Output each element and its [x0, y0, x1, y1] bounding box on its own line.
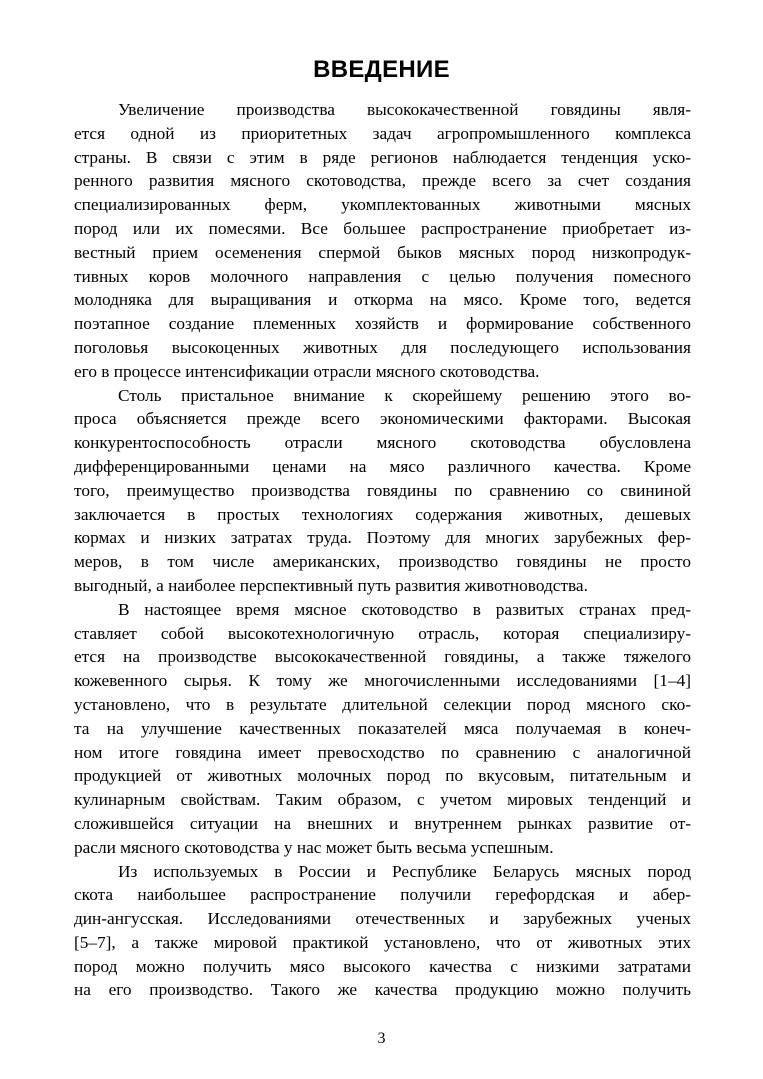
text-line: тивных коров молочного направления с целью получения помесного — [74, 266, 691, 286]
text-line: установлено, что в результате длительной селекции пород мясного ско- — [74, 694, 691, 714]
text-line: Столь пристальное внимание к скорейшему решению этого во- — [118, 385, 691, 405]
text-line: молодняка для выращивания и откорма на мясо. Кроме того, ведется — [74, 290, 691, 310]
text-line: дин-ангусская. Исследованиями отечественных и зарубежных ученых — [74, 909, 691, 929]
text-line: расли мясного скотоводства у нас может быть весьма успешным. — [74, 837, 554, 857]
text-line: сложившейся ситуации на внешних и внутреннем рынках развитие от- — [74, 813, 691, 833]
text-line: проса объясняется прежде всего экономическими факторами. Высокая — [74, 409, 691, 429]
paragraph — [74, 860, 691, 1003]
paragraph — [74, 384, 691, 598]
text-line: поголовья высокоценных животных для последующего использования — [74, 337, 691, 357]
page-title: ВВЕДЕНИЕ — [313, 56, 450, 83]
text-line: [5–7], а также мировой практикой установлено, что от животных этих — [74, 932, 691, 952]
text-line: кулинарным свойствам. Таким образом, с учетом мировых тенденций и — [74, 790, 691, 810]
text-line: вестный прием осеменения спермой быков мясных пород низкопродук- — [74, 242, 691, 262]
text-line: выгодный, а наиболее перспективный путь развития животноводства. — [74, 575, 588, 595]
text-line: скота наибольшее распространение получили герефордская и абер- — [74, 885, 691, 905]
text-line: ставляет собой высокотехнологичную отрасль, которая специализиру- — [74, 623, 691, 643]
text-line: та на улучшение качественных показателей мяса получаемая в конеч- — [74, 718, 691, 738]
text-line: продукцией от животных молочных пород по вкусовым, питательным и — [74, 766, 691, 786]
text-line: ренного развития мясного скотоводства, прежде всего за счет создания — [74, 171, 691, 191]
text-line: специализированных ферм, укомплектованных животными мясных — [74, 195, 691, 215]
text-line: его в процессе интенсификации отрасли мясного скотоводства. — [74, 361, 540, 381]
text-line: поэтапное создание племенных хозяйств и формирование собственного — [74, 314, 691, 334]
paragraph — [74, 98, 691, 384]
text-line: конкурентоспособность отрасли мясного скотоводства обусловлена — [74, 433, 691, 453]
text-line: на его производство. Такого же качества продукцию можно получить — [74, 980, 691, 1000]
text-line: ется одной из приоритетных задач агропромышленного комплекса — [74, 123, 691, 143]
text-line: В настоящее время мясное скотоводство в развитых странах пред- — [118, 599, 691, 619]
text-line: ном итоге говядина имеет превосходство по сравнению с аналогичной — [74, 742, 691, 762]
text-line: меров, в том числе американских, производство говядины не просто — [74, 552, 691, 572]
text-line: Из используемых в России и Республике Беларусь мясных пород — [118, 861, 691, 881]
text-line: пород или их помесями. Все большее распространение приобретает из- — [74, 218, 691, 238]
text-line: пород можно получить мясо высокого качества с низкими затратами — [74, 956, 691, 976]
paragraph — [74, 598, 691, 860]
text-line: дифференцированными ценами на мясо различного качества. Кроме — [74, 456, 691, 476]
text-line: страны. В связи с этим в ряде регионов наблюдается тенденция уско- — [74, 147, 691, 167]
text-line: ется на производстве высококачественной говядины, а также тяжелого — [74, 647, 691, 667]
text-line: кожевенного сырья. К тому же многочисленными исследованиями [1–4] — [74, 671, 691, 691]
body-text — [74, 98, 691, 1002]
text-line: кормах и низких затратах труда. Поэтому для многих зарубежных фер- — [74, 528, 691, 548]
text-line: Увеличение производства высококачественной говядины явля- — [118, 100, 691, 119]
text-line: заключается в простых технологиях содержания животных, дешевых — [74, 504, 691, 524]
page-number: 3 — [377, 1030, 386, 1047]
text-line: того, преимущество производства говядины по сравнению со свининой — [74, 480, 691, 500]
